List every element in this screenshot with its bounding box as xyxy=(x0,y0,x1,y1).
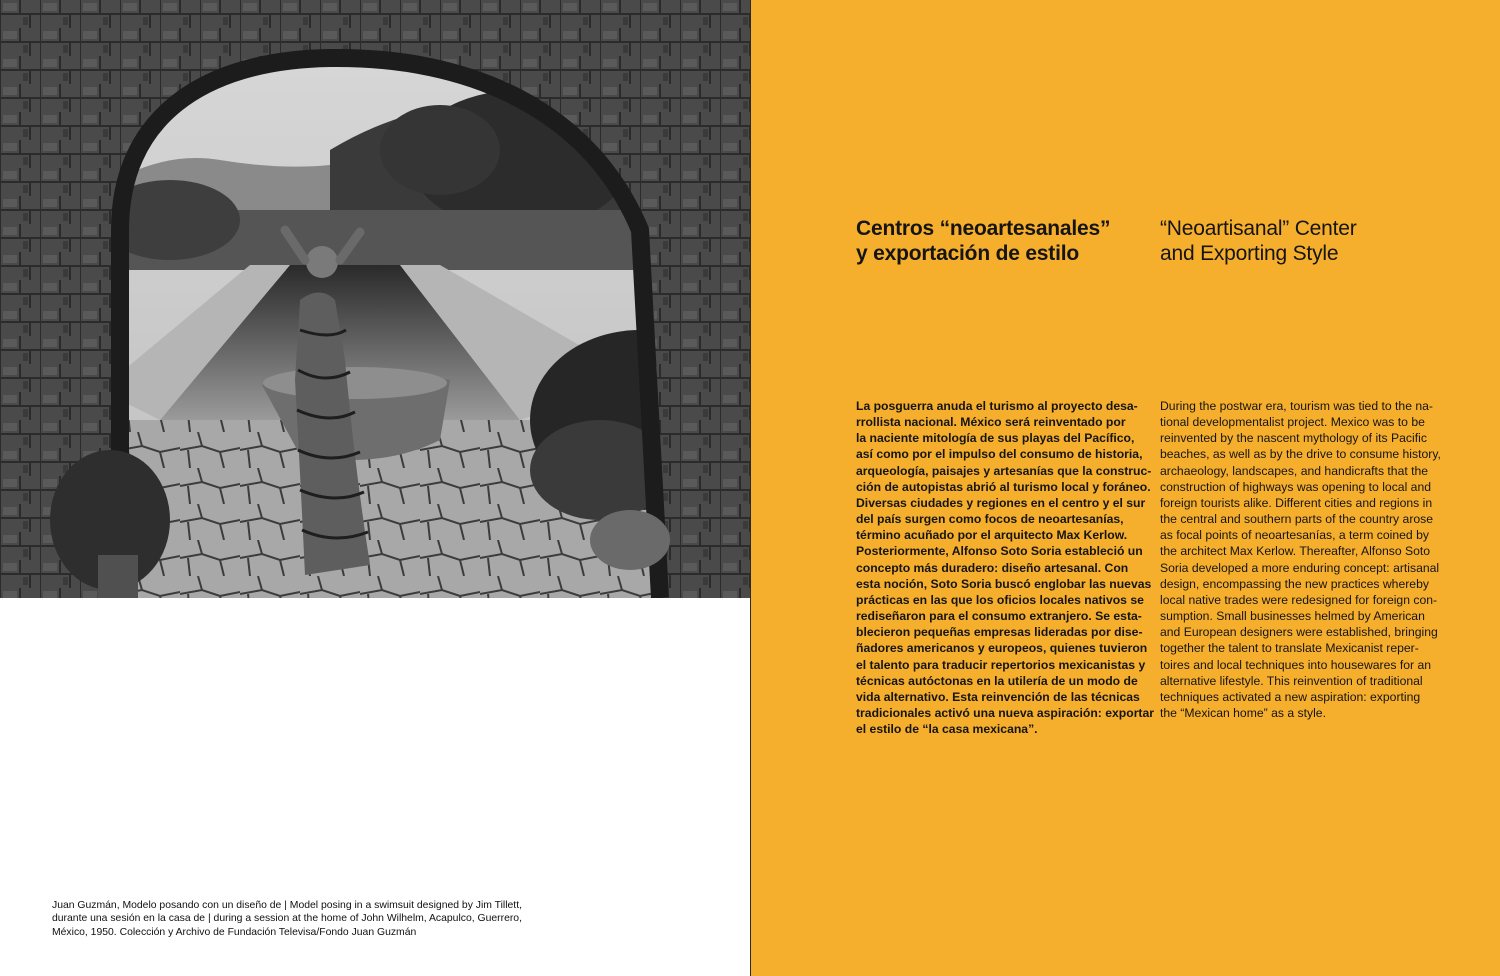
archive-photograph xyxy=(0,0,750,598)
text-line: rediseñaron para el consumo extranjero. Se esta- xyxy=(856,609,1142,624)
text-line: the “Mexican home” as a style. xyxy=(1160,705,1326,720)
text-line: foreign tourists alike. Different cities and regions in xyxy=(1160,495,1433,510)
photo-illustration xyxy=(0,0,750,598)
text-line: el estilo de “la casa mexicana”. xyxy=(856,722,1038,737)
text-line: archaeology, landscapes, and handicrafts that the xyxy=(1160,463,1429,478)
heading-line: Centros “neoartesanales” xyxy=(856,217,1111,240)
text-line: beaches, as well as by the drive to consume history, xyxy=(1160,447,1441,462)
text-line: esta noción, Soto Soria buscó englobar las nuevas xyxy=(856,576,1152,591)
text-line: arqueología, paisajes y artesanías que la construc- xyxy=(856,463,1152,478)
heading-line: and Exporting Style xyxy=(1160,242,1339,265)
text-line: prácticas en las que los oficios locales nativos se xyxy=(856,592,1144,607)
text-line: rrollista nacional. México será reinventado por xyxy=(856,415,1126,430)
text-line: la naciente mitología de sus playas del Pacífico, xyxy=(856,431,1135,446)
heading-line: y exportación de estilo xyxy=(856,242,1079,265)
text-line: ción de autopistas abrió al turismo local y foráneo. xyxy=(856,479,1151,494)
text-line: together the talent to translate Mexicanist reper- xyxy=(1160,641,1419,656)
text-line: toires and local techniques into housewares for an xyxy=(1160,657,1431,672)
text-line: as focal points of neoartesanías, a term coined by xyxy=(1160,528,1429,543)
text-line: reinvented by the nascent mythology of its Pacific xyxy=(1160,431,1427,446)
text-line: blecieron pequeñas empresas lideradas por dise- xyxy=(856,625,1143,640)
text-line: alternative lifestyle. This reinvention of traditional xyxy=(1160,673,1423,688)
heading-english xyxy=(1160,216,1450,266)
text-line: Soria developed a more enduring concept: artisanal xyxy=(1160,560,1440,575)
text-line: del país surgen como focos de neoartesanías, xyxy=(856,512,1124,527)
text-line: concepto más duradero: diseño artesanal. Con xyxy=(856,560,1129,575)
heading-line: “Neoartisanal” Center xyxy=(1160,217,1357,240)
photo-caption: Juan Guzmán, Modelo posando con un diseño de | Model posing in a swimsuit designed by Jim Tillett, durante una sesión en la casa de | during a session at the home of John Wilhelm, Acapulco, Guerrero, México, 1950. Colección y Archivo de Fundación Televisa/Fondo Juan Guzmán xyxy=(52,900,522,938)
text-line: sumption. Small businesses helmed by American xyxy=(1160,609,1425,624)
text-line: techniques activated a new aspiration: exporting xyxy=(1160,689,1421,704)
text-line: tradicionales activó una nueva aspiración: exportar xyxy=(856,705,1155,720)
text-line: técnicas autóctonas en la utilería de un modo de xyxy=(856,673,1138,688)
text-line: vida alternativo. Esta reinvención de las técnicas xyxy=(856,689,1140,704)
text-line: design, encompassing the new practices whereby xyxy=(1160,576,1429,591)
text-line: ñadores americanos y europeos, quienes tuvieron xyxy=(856,641,1148,656)
text-line: local native trades were redesigned for foreign con- xyxy=(1160,592,1438,607)
text-line: construction of highways was opening to local and xyxy=(1160,479,1431,494)
text-line: the central and southern parts of the country arose xyxy=(1160,512,1434,527)
text-line: Diversas ciudades y regiones en el centro y el sur xyxy=(856,495,1146,510)
text-line: así como por el impulso del consumo de historia, xyxy=(856,447,1143,462)
heading-spanish xyxy=(856,216,1146,266)
text-line: La posguerra anuda el turismo al proyecto desa- xyxy=(856,399,1138,413)
text-line: During the postwar era, tourism was tied to the na- xyxy=(1160,399,1433,413)
text-line: Posteriormente, Alfonso Soto Soria estableció un xyxy=(856,544,1143,559)
text-line: término acuñado por el arquitecto Max Kerlow. xyxy=(856,528,1128,543)
text-line: and European designers were established, bringing xyxy=(1160,625,1438,640)
text-line: el talento para traducir repertorios mexicanistas y xyxy=(856,657,1146,672)
text-line: the architect Max Kerlow. Thereafter, Alfonso Soto xyxy=(1160,544,1431,559)
body-text-english xyxy=(1160,398,1450,721)
body-text-spanish xyxy=(856,398,1155,737)
text-line: tional developmentalist project. Mexico was to be xyxy=(1160,415,1425,430)
